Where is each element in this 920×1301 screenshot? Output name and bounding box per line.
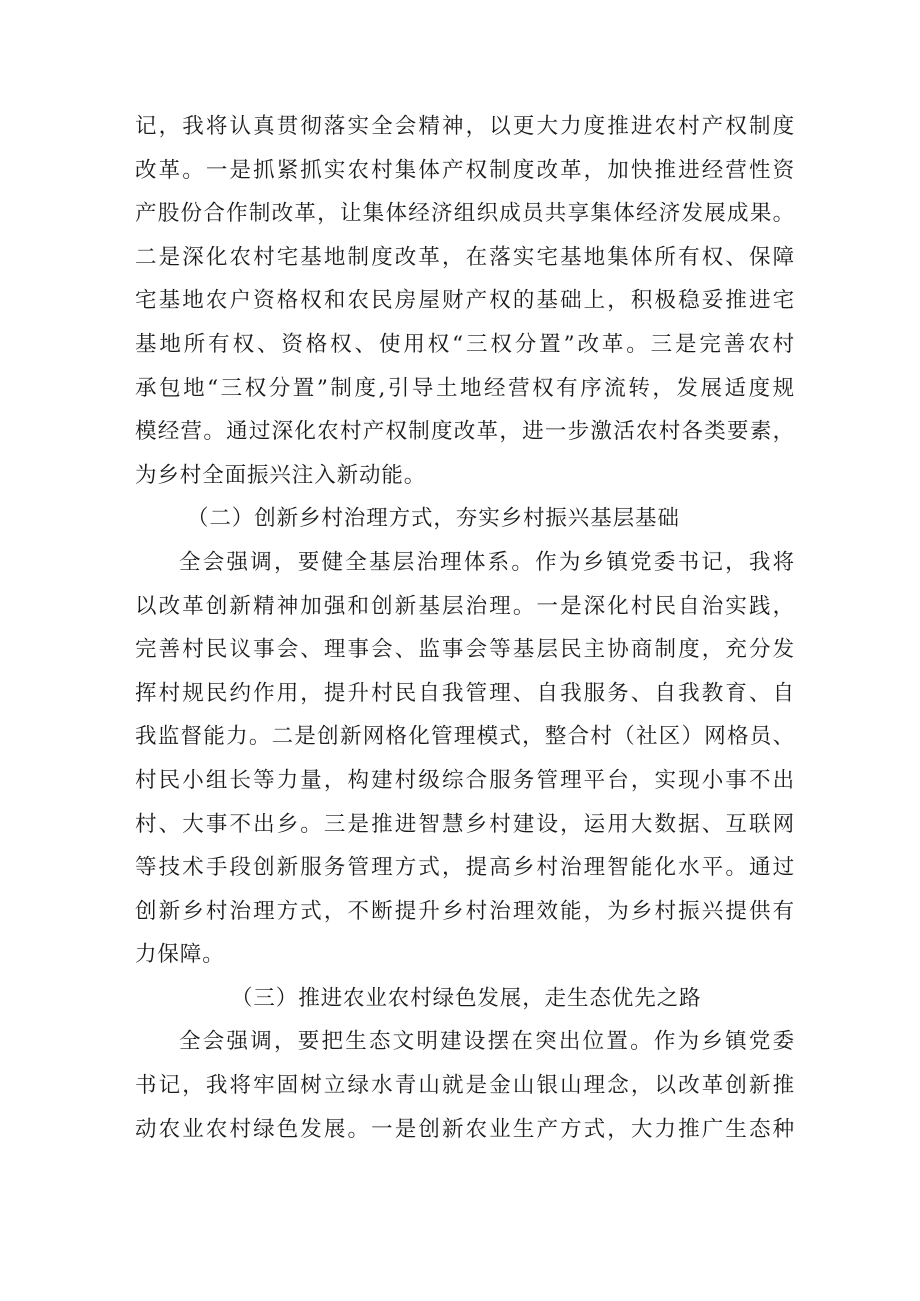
text-line: 挥村规民约作用，提升村民自我管理、自我服务、自我教育、自 bbox=[135, 680, 795, 706]
section-heading-2: （二）创新乡村治理方式，夯实乡村振兴基层基础 bbox=[187, 506, 680, 532]
text-line: 改革。一是抓紧抓实农村集体产权制度改革，加快推进经营性资 bbox=[135, 157, 795, 183]
paragraph-green-development bbox=[135, 1020, 795, 1151]
text-line: 以改革创新精神加强和创新基层治理。一是深化村民自治实践， bbox=[135, 593, 795, 619]
text-line: 力保障。 bbox=[135, 942, 225, 968]
text-line: 村、大事不出乡。三是推进智慧乡村建设，运用大数据、互联网 bbox=[135, 811, 795, 837]
text-line: 为乡村全面振兴注入新动能。 bbox=[135, 462, 427, 488]
paragraph-rural-governance bbox=[135, 541, 795, 977]
text-line: 全会强调，要把生态文明建设摆在突出位置。作为乡镇党委 bbox=[179, 1029, 795, 1055]
text-line: 全会强调，要健全基层治理体系。作为乡镇党委书记，我将 bbox=[179, 549, 795, 575]
text-line: 我监督能力。二是创新网格化管理模式，整合村（社区）网格员、 bbox=[135, 724, 795, 750]
text-line: 记，我将认真贯彻落实全会精神，以更大力度推进农村产权制度 bbox=[135, 114, 795, 139]
text-line: 书记，我将牢固树立绿水青山就是金山银山理念，以改革创新推 bbox=[135, 1073, 795, 1099]
text-line: 动农业农村绿色发展。一是创新农业生产方式，大力推广生态种 bbox=[135, 1116, 795, 1142]
text-line: 基地所有权、资格权、使用权“三权分置”改革。三是完善农村 bbox=[135, 331, 795, 357]
text-line: 模经营。通过深化农村产权制度改革，进一步激活农村各类要素， bbox=[135, 419, 795, 445]
text-line: 二是深化农村宅基地制度改革，在落实宅基地集体所有权、保障 bbox=[135, 244, 795, 270]
text-line: 产股份合作制改革，让集体经济组织成员共享集体经济发展成果。 bbox=[135, 201, 795, 227]
text-line: 完善村民议事会、理事会、监事会等基层民主协商制度，充分发 bbox=[135, 637, 795, 663]
text-line: 宅基地农户资格权和农民房屋财产权的基础上，积极稳妥推进宅 bbox=[135, 288, 795, 314]
paragraph-rural-property-reform bbox=[135, 105, 795, 497]
text-line: 等技术手段创新服务管理方式，提高乡村治理智能化水平。通过 bbox=[135, 855, 795, 881]
document-body bbox=[135, 105, 795, 1151]
section-heading-3: （三）推进农业农村绿色发展，走生态优先之路 bbox=[231, 985, 702, 1011]
text-line: 创新乡村治理方式，不断提升乡村治理效能，为乡村振兴提供有 bbox=[135, 898, 795, 924]
text-line: 村民小组长等力量，构建村级综合服务管理平台，实现小事不出 bbox=[135, 767, 795, 793]
text-line: 承包地“三权分置”制度,引导土地经营权有序流转，发展适度规 bbox=[135, 375, 795, 401]
